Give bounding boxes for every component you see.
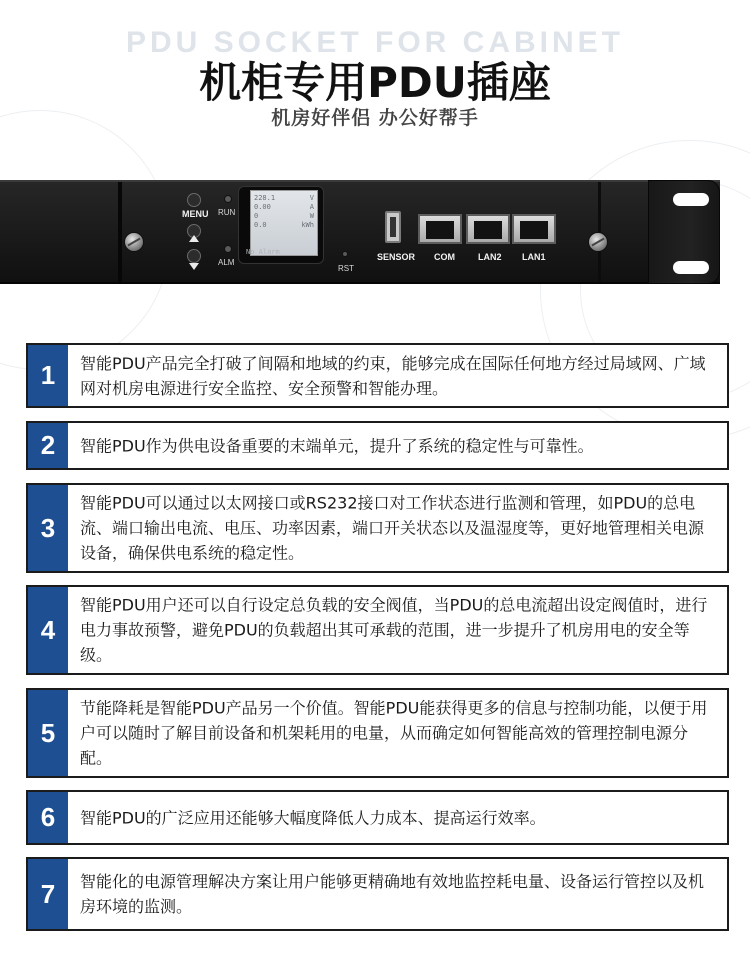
feature-item	[26, 688, 729, 778]
menu-button	[187, 193, 201, 207]
usb-port-icon	[385, 211, 401, 243]
lan1-port-icon	[512, 214, 556, 244]
lcd-unit: kWh	[301, 221, 314, 229]
com-label: COM	[434, 252, 455, 262]
feature-item	[26, 790, 729, 845]
feature-number: 6	[28, 792, 68, 843]
ear-hole	[673, 261, 709, 274]
lan2-label: LAN2	[478, 252, 502, 262]
feature-text: 智能PDU产品完全打破了间隔和地域的约束，能够完成在国际任何地方经过局域网、广域网对机房电源进行安全监控、安全预警和智能办理。	[80, 353, 706, 398]
rst-label: RST	[338, 264, 354, 273]
run-label: RUN	[218, 208, 236, 217]
alarm-led	[224, 245, 232, 253]
feature-item	[26, 857, 729, 931]
lan2-port-icon	[466, 214, 510, 244]
feature-item	[26, 483, 729, 573]
com-port-icon	[418, 214, 462, 244]
feature-text: 智能PDU的广泛应用还能够大幅度降低人力成本、提高运行效率。	[80, 808, 546, 827]
lcd-value: 228.1	[254, 194, 276, 202]
feature-item	[26, 421, 729, 470]
lcd-alarm-text: No Alarm	[246, 248, 280, 256]
feature-text: 节能降耗是智能PDU产品另一个价值。智能PDU能获得更多的信息与控制功能，以便于用户可以随时了解目前设备和机架耗用的电量，从而确定如何智能高效的管理控制电源分配。	[80, 698, 708, 768]
feature-text: 智能PDU用户还可以自行设定总负载的安全阀值，当PDU的总电流超出设定阀值时，进行电力事故预警，避免PDU的负载超出其可承载的范围，进一步提升了机房用电的安全等级。	[80, 595, 708, 665]
feature-text: 智能化的电源管理解决方案让用户能够更精确地有效地监控耗电量、设备运行管控以及机房环境的监测。	[80, 872, 705, 916]
feature-text: 智能PDU可以通过以太网接口或RS232接口对工作状态进行监测和管理，如PDU的总电流、端口输出电流、电压、功率因素，端口开关状态以及温湿度等，更好地管理相关电源设备，确保供电系统的稳定性。	[80, 493, 705, 563]
menu-label: MENU	[182, 209, 209, 219]
feature-item	[26, 585, 729, 675]
down-arrow-icon	[189, 263, 199, 270]
page-title: 机柜专用PDU插座	[199, 58, 551, 107]
thumb-screw-icon	[588, 232, 608, 252]
down-button	[187, 249, 201, 263]
lcd-line	[254, 221, 314, 230]
feature-number: 1	[28, 345, 68, 406]
feature-item	[26, 343, 729, 408]
lcd-unit: V	[309, 194, 314, 202]
lcd-value: 0	[254, 212, 259, 220]
up-arrow-icon	[189, 235, 199, 242]
rack-ear	[648, 180, 720, 284]
feature-number: 7	[28, 859, 68, 929]
feature-number: 4	[28, 587, 68, 673]
lcd-unit: A	[309, 203, 314, 211]
feature-number: 3	[28, 485, 68, 571]
background-title: PDU SOCKET FOR CABINET	[125, 26, 624, 59]
feature-number: 5	[28, 690, 68, 776]
lcd-line	[254, 212, 314, 221]
lan1-label: LAN1	[522, 252, 546, 262]
lcd-value: 0.0	[254, 221, 267, 229]
page-subtitle: 机房好伴侣 办公好帮手	[271, 107, 479, 129]
sensor-label: SENSOR	[377, 252, 416, 262]
thumb-screw-icon	[124, 232, 144, 252]
lcd-unit: W	[309, 212, 314, 220]
ear-hole	[673, 193, 709, 206]
run-led	[224, 195, 232, 203]
alm-label: ALM	[218, 258, 235, 267]
lcd-line	[254, 194, 314, 203]
device-seam	[118, 182, 122, 282]
lcd-value: 0.00	[254, 203, 271, 211]
lcd-line	[254, 203, 314, 212]
reset-pinhole	[342, 251, 348, 257]
feature-number: 2	[28, 423, 68, 468]
pdu-device-image	[0, 180, 720, 284]
feature-text: 智能PDU作为供电设备重要的末端单元，提升了系统的稳定性与可靠性。	[80, 436, 594, 455]
